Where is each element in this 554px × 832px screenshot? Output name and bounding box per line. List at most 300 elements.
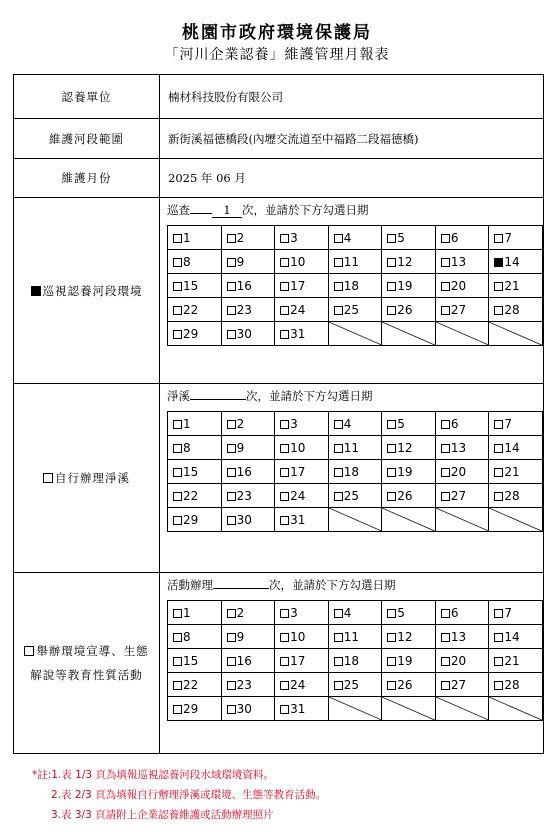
date-cell[interactable] bbox=[489, 274, 543, 298]
date-checkbox[interactable] bbox=[227, 330, 236, 339]
date-cell[interactable] bbox=[382, 484, 436, 508]
date-cell[interactable] bbox=[168, 649, 222, 673]
date-number: 2 bbox=[236, 605, 245, 620]
date-cell[interactable] bbox=[435, 625, 489, 649]
cleanup-section-body bbox=[160, 384, 544, 573]
date-cell[interactable] bbox=[221, 412, 275, 436]
date-cell[interactable] bbox=[435, 412, 489, 436]
date-checkbox[interactable] bbox=[494, 234, 503, 243]
date-checkbox[interactable] bbox=[387, 633, 396, 642]
date-cell[interactable] bbox=[382, 298, 436, 322]
date-checkbox[interactable] bbox=[227, 258, 236, 267]
date-checkbox[interactable] bbox=[441, 234, 450, 243]
date-grid bbox=[167, 411, 543, 532]
date-cell[interactable] bbox=[328, 460, 382, 484]
date-number: 31 bbox=[290, 512, 306, 527]
date-checkbox[interactable] bbox=[494, 468, 503, 477]
empty-date-cell bbox=[328, 697, 382, 721]
date-cell[interactable] bbox=[221, 322, 275, 346]
date-cell[interactable] bbox=[382, 226, 436, 250]
date-cell[interactable] bbox=[275, 322, 329, 346]
count-line bbox=[160, 198, 543, 222]
date-number: 4 bbox=[343, 605, 352, 620]
date-cell[interactable] bbox=[489, 625, 543, 649]
date-cell[interactable] bbox=[328, 226, 382, 250]
date-checkbox[interactable] bbox=[387, 609, 396, 618]
date-checkbox[interactable] bbox=[334, 282, 343, 291]
range-value: 新街溪福德橋段(內壢交流道至中福路二段福德橋) bbox=[160, 119, 544, 159]
date-checkbox[interactable] bbox=[334, 258, 343, 267]
date-checkbox[interactable] bbox=[494, 282, 503, 291]
date-number: 12 bbox=[397, 440, 413, 455]
range-label: 維護河段範圍 bbox=[14, 119, 160, 159]
date-checkbox[interactable] bbox=[280, 444, 289, 453]
date-checkbox[interactable] bbox=[173, 492, 182, 501]
category-checkbox[interactable] bbox=[24, 646, 34, 656]
date-number: 12 bbox=[397, 254, 413, 269]
date-cell[interactable] bbox=[221, 460, 275, 484]
date-cell[interactable] bbox=[489, 412, 543, 436]
date-cell[interactable] bbox=[435, 274, 489, 298]
date-cell[interactable] bbox=[328, 625, 382, 649]
date-cell[interactable] bbox=[435, 298, 489, 322]
date-number: 1 bbox=[183, 230, 191, 245]
date-grid bbox=[167, 225, 543, 346]
category-label: 巡視認養河段環境 bbox=[42, 283, 143, 298]
date-cell[interactable] bbox=[328, 673, 382, 697]
date-checkbox[interactable] bbox=[173, 258, 182, 267]
date-number: 15 bbox=[183, 653, 199, 668]
date-checkbox[interactable] bbox=[387, 258, 396, 267]
date-number: 9 bbox=[236, 254, 245, 269]
date-number: 12 bbox=[397, 629, 413, 644]
date-cell[interactable] bbox=[435, 601, 489, 625]
date-cell[interactable] bbox=[489, 250, 543, 274]
empty-date-cell bbox=[435, 697, 489, 721]
count-field[interactable]: 1 bbox=[212, 203, 242, 218]
date-checkbox[interactable] bbox=[227, 282, 236, 291]
date-checkbox[interactable] bbox=[387, 468, 396, 477]
date-number: 29 bbox=[183, 701, 199, 716]
date-cell[interactable] bbox=[168, 298, 222, 322]
count-field[interactable] bbox=[213, 574, 269, 589]
date-checkbox[interactable] bbox=[387, 234, 396, 243]
report-table bbox=[13, 74, 544, 754]
date-cell[interactable] bbox=[382, 673, 436, 697]
date-number: 25 bbox=[343, 488, 359, 503]
date-number: 26 bbox=[397, 302, 413, 317]
date-cell[interactable] bbox=[382, 460, 436, 484]
date-checkbox[interactable] bbox=[227, 705, 236, 714]
date-cell[interactable] bbox=[435, 484, 489, 508]
category-label: 解說等教育性質活動 bbox=[30, 668, 143, 682]
count-prefix: 淨溪 bbox=[167, 389, 190, 403]
date-number: 19 bbox=[397, 278, 413, 293]
date-checkbox[interactable] bbox=[441, 468, 450, 477]
date-cell[interactable] bbox=[382, 412, 436, 436]
date-cell[interactable] bbox=[489, 601, 543, 625]
date-checkbox[interactable] bbox=[387, 306, 396, 315]
date-number: 5 bbox=[397, 230, 405, 245]
empty-date-cell bbox=[489, 697, 543, 721]
date-number: 7 bbox=[504, 230, 513, 245]
date-cell[interactable] bbox=[221, 601, 275, 625]
section-row bbox=[14, 198, 544, 384]
date-cell[interactable] bbox=[328, 250, 382, 274]
count-prefix: 巡查 bbox=[167, 203, 190, 217]
date-cell[interactable] bbox=[275, 436, 329, 460]
unit-row bbox=[14, 75, 544, 119]
date-number: 20 bbox=[450, 278, 467, 293]
month-label: 維護月份 bbox=[14, 159, 160, 198]
date-checkbox[interactable] bbox=[227, 516, 236, 525]
date-number: 24 bbox=[290, 677, 306, 692]
date-number: 23 bbox=[236, 302, 252, 317]
category-checkbox[interactable] bbox=[43, 473, 53, 483]
date-cell[interactable] bbox=[168, 412, 222, 436]
note-2: 2.表 2/3 頁為填報自行辦理淨溪或環境、生態等教育活動。 bbox=[51, 789, 327, 801]
date-cell[interactable] bbox=[168, 673, 222, 697]
date-number: 14 bbox=[504, 629, 520, 644]
date-checkbox[interactable] bbox=[280, 516, 289, 525]
date-number: 27 bbox=[450, 677, 467, 692]
date-cell[interactable] bbox=[328, 412, 382, 436]
date-number: 16 bbox=[236, 653, 252, 668]
date-number: 6 bbox=[450, 230, 459, 245]
date-grid bbox=[167, 600, 543, 721]
date-checkbox[interactable] bbox=[334, 492, 343, 501]
date-checkbox[interactable] bbox=[441, 420, 450, 429]
date-cell[interactable] bbox=[221, 436, 275, 460]
date-cell[interactable] bbox=[382, 625, 436, 649]
section-row bbox=[14, 573, 544, 754]
date-checkbox[interactable] bbox=[173, 282, 182, 291]
date-checkbox[interactable] bbox=[441, 633, 450, 642]
date-cell[interactable] bbox=[489, 226, 543, 250]
date-number: 30 bbox=[236, 701, 252, 716]
date-checkbox[interactable] bbox=[441, 609, 450, 618]
date-checkbox[interactable] bbox=[494, 420, 503, 429]
date-cell[interactable] bbox=[382, 274, 436, 298]
date-checkbox[interactable] bbox=[227, 681, 236, 690]
date-checkbox[interactable] bbox=[387, 657, 396, 666]
date-cell[interactable] bbox=[382, 649, 436, 673]
date-cell[interactable] bbox=[275, 625, 329, 649]
section-row bbox=[14, 384, 544, 573]
date-checkbox[interactable] bbox=[280, 633, 289, 642]
date-checkbox[interactable] bbox=[173, 609, 182, 618]
date-checkbox[interactable] bbox=[280, 705, 289, 714]
date-cell[interactable] bbox=[275, 484, 329, 508]
empty-date-cell bbox=[382, 697, 436, 721]
date-checkbox[interactable] bbox=[441, 306, 450, 315]
date-checkbox[interactable] bbox=[387, 492, 396, 501]
empty-date-cell bbox=[328, 322, 382, 346]
date-cell[interactable] bbox=[328, 274, 382, 298]
month-value: 2025 年 06 月 bbox=[160, 159, 544, 198]
date-cell[interactable] bbox=[275, 649, 329, 673]
date-number: 7 bbox=[504, 416, 513, 431]
date-cell[interactable] bbox=[489, 649, 543, 673]
date-checkbox[interactable] bbox=[441, 258, 450, 267]
date-checkbox[interactable] bbox=[173, 516, 182, 525]
date-number: 21 bbox=[504, 278, 520, 293]
date-checkbox[interactable] bbox=[173, 681, 182, 690]
date-cell[interactable] bbox=[168, 697, 222, 721]
date-cell[interactable] bbox=[435, 436, 489, 460]
date-cell[interactable] bbox=[435, 226, 489, 250]
date-cell[interactable] bbox=[275, 250, 329, 274]
date-number: 1 bbox=[183, 416, 191, 431]
date-number: 3 bbox=[290, 416, 298, 431]
date-number: 5 bbox=[397, 416, 405, 431]
date-number: 13 bbox=[450, 254, 467, 269]
date-checkbox[interactable] bbox=[227, 420, 236, 429]
date-number: 28 bbox=[504, 488, 520, 503]
empty-date-cell bbox=[435, 508, 489, 532]
date-number: 9 bbox=[236, 440, 245, 455]
date-checkbox[interactable] bbox=[334, 420, 343, 429]
activity-section-body bbox=[160, 573, 544, 754]
date-checkbox[interactable] bbox=[494, 444, 503, 453]
date-cell[interactable] bbox=[168, 226, 222, 250]
date-number: 26 bbox=[397, 488, 413, 503]
date-number: 3 bbox=[290, 605, 298, 620]
date-checkbox[interactable] bbox=[173, 705, 182, 714]
date-cell[interactable] bbox=[168, 508, 222, 532]
date-cell[interactable] bbox=[275, 673, 329, 697]
date-checkbox[interactable] bbox=[334, 306, 343, 315]
date-checkbox[interactable] bbox=[280, 258, 289, 267]
page-title: 桃園市政府環境保護局 bbox=[182, 23, 372, 43]
date-checkbox[interactable] bbox=[173, 234, 182, 243]
date-checkbox[interactable] bbox=[334, 681, 343, 690]
date-cell[interactable] bbox=[435, 460, 489, 484]
date-number: 26 bbox=[397, 677, 413, 692]
date-number: 24 bbox=[290, 488, 306, 503]
date-checkbox[interactable] bbox=[334, 609, 343, 618]
date-checkbox[interactable] bbox=[173, 657, 182, 666]
date-cell[interactable] bbox=[328, 436, 382, 460]
patrol-section-body bbox=[160, 198, 544, 384]
empty-date-cell bbox=[489, 508, 543, 532]
date-checkbox[interactable] bbox=[280, 282, 289, 291]
date-cell[interactable] bbox=[275, 460, 329, 484]
date-number: 25 bbox=[343, 677, 359, 692]
date-checkbox[interactable] bbox=[387, 282, 396, 291]
date-number: 19 bbox=[397, 464, 413, 479]
date-cell[interactable] bbox=[221, 298, 275, 322]
date-number: 11 bbox=[343, 440, 359, 455]
date-cell[interactable] bbox=[221, 274, 275, 298]
date-cell[interactable] bbox=[275, 274, 329, 298]
date-checkbox[interactable] bbox=[280, 330, 289, 339]
count-prefix: 活動辦理 bbox=[167, 578, 213, 592]
date-cell[interactable] bbox=[221, 226, 275, 250]
date-number: 15 bbox=[183, 464, 199, 479]
date-cell[interactable] bbox=[275, 298, 329, 322]
date-cell[interactable] bbox=[328, 601, 382, 625]
date-cell[interactable] bbox=[221, 250, 275, 274]
date-cell[interactable] bbox=[275, 697, 329, 721]
date-number: 17 bbox=[290, 464, 306, 479]
date-checkbox[interactable] bbox=[387, 444, 396, 453]
date-cell[interactable] bbox=[275, 226, 329, 250]
note-1: *註:1.表 1/3 頁為填報巡視認養河段水域環境資料。 bbox=[32, 769, 274, 781]
date-checkbox[interactable] bbox=[494, 681, 503, 690]
date-checkbox[interactable] bbox=[334, 468, 343, 477]
date-cell[interactable] bbox=[489, 673, 543, 697]
date-cell[interactable] bbox=[275, 412, 329, 436]
date-checkbox[interactable] bbox=[494, 609, 503, 618]
date-checkbox[interactable] bbox=[280, 681, 289, 690]
date-number: 30 bbox=[236, 512, 252, 527]
date-checkbox[interactable] bbox=[494, 657, 503, 666]
date-number: 1 bbox=[183, 605, 191, 620]
date-cell[interactable] bbox=[435, 250, 489, 274]
date-cell[interactable] bbox=[221, 508, 275, 532]
date-checkbox[interactable] bbox=[441, 681, 450, 690]
date-cell[interactable] bbox=[168, 250, 222, 274]
date-checkbox[interactable] bbox=[441, 444, 450, 453]
date-number: 17 bbox=[290, 278, 306, 293]
count-suffix: 次，並請於下方勾選日期 bbox=[242, 203, 369, 217]
date-number: 18 bbox=[343, 464, 359, 479]
date-checkbox[interactable] bbox=[280, 492, 289, 501]
date-cell[interactable] bbox=[328, 484, 382, 508]
date-cell[interactable] bbox=[489, 484, 543, 508]
date-checkbox[interactable] bbox=[227, 609, 236, 618]
date-number: 22 bbox=[183, 677, 199, 692]
date-checkbox[interactable] bbox=[227, 492, 236, 501]
date-cell[interactable] bbox=[435, 673, 489, 697]
date-number: 14 bbox=[504, 440, 520, 455]
date-cell[interactable] bbox=[382, 436, 436, 460]
date-cell[interactable] bbox=[382, 601, 436, 625]
date-number: 31 bbox=[290, 326, 306, 341]
date-checkbox[interactable] bbox=[441, 282, 450, 291]
date-cell[interactable] bbox=[382, 250, 436, 274]
category-checkbox[interactable] bbox=[31, 286, 41, 296]
date-number: 13 bbox=[450, 440, 467, 455]
date-checkbox[interactable] bbox=[494, 258, 503, 267]
date-checkbox[interactable] bbox=[280, 306, 289, 315]
date-cell[interactable] bbox=[168, 601, 222, 625]
date-number: 29 bbox=[183, 512, 199, 527]
count-field-lead bbox=[190, 199, 212, 214]
date-cell[interactable] bbox=[221, 484, 275, 508]
date-number: 8 bbox=[183, 440, 191, 455]
date-checkbox[interactable] bbox=[227, 306, 236, 315]
date-cell[interactable] bbox=[168, 436, 222, 460]
date-cell[interactable] bbox=[168, 484, 222, 508]
empty-date-cell bbox=[435, 322, 489, 346]
date-checkbox[interactable] bbox=[387, 681, 396, 690]
date-number: 2 bbox=[236, 416, 245, 431]
date-number: 7 bbox=[504, 605, 513, 620]
date-number: 28 bbox=[504, 302, 520, 317]
date-cell[interactable] bbox=[221, 697, 275, 721]
date-checkbox[interactable] bbox=[280, 234, 289, 243]
date-number: 25 bbox=[343, 302, 359, 317]
date-checkbox[interactable] bbox=[334, 444, 343, 453]
date-checkbox[interactable] bbox=[173, 468, 182, 477]
date-checkbox[interactable] bbox=[334, 657, 343, 666]
date-cell[interactable] bbox=[489, 298, 543, 322]
date-checkbox[interactable] bbox=[334, 633, 343, 642]
date-cell[interactable] bbox=[168, 460, 222, 484]
date-cell[interactable] bbox=[168, 625, 222, 649]
count-suffix: 次，並請於下方勾選日期 bbox=[269, 578, 396, 592]
date-number: 21 bbox=[504, 653, 520, 668]
date-checkbox[interactable] bbox=[494, 492, 503, 501]
date-number: 31 bbox=[290, 701, 306, 716]
date-checkbox[interactable] bbox=[227, 657, 236, 666]
date-number: 10 bbox=[290, 254, 306, 269]
date-number: 21 bbox=[504, 464, 520, 479]
date-cell[interactable] bbox=[435, 649, 489, 673]
date-cell[interactable] bbox=[275, 601, 329, 625]
date-checkbox[interactable] bbox=[494, 633, 503, 642]
date-checkbox[interactable] bbox=[280, 468, 289, 477]
count-suffix: 次，並請於下方勾選日期 bbox=[246, 389, 373, 403]
date-cell[interactable] bbox=[328, 649, 382, 673]
date-number: 10 bbox=[290, 440, 306, 455]
date-checkbox[interactable] bbox=[227, 234, 236, 243]
date-number: 16 bbox=[236, 464, 252, 479]
date-checkbox[interactable] bbox=[227, 468, 236, 477]
date-number: 23 bbox=[236, 677, 252, 692]
date-cell[interactable] bbox=[489, 436, 543, 460]
date-number: 20 bbox=[450, 653, 467, 668]
date-cell[interactable] bbox=[168, 274, 222, 298]
date-checkbox[interactable] bbox=[441, 492, 450, 501]
date-checkbox[interactable] bbox=[173, 306, 182, 315]
date-checkbox[interactable] bbox=[227, 444, 236, 453]
count-line bbox=[160, 573, 543, 597]
date-cell[interactable] bbox=[221, 649, 275, 673]
date-checkbox[interactable] bbox=[280, 657, 289, 666]
date-number: 8 bbox=[183, 254, 191, 269]
date-checkbox[interactable] bbox=[173, 633, 182, 642]
date-cell[interactable] bbox=[328, 298, 382, 322]
date-checkbox[interactable] bbox=[173, 420, 182, 429]
date-checkbox[interactable] bbox=[387, 420, 396, 429]
date-cell[interactable] bbox=[489, 460, 543, 484]
date-cell[interactable] bbox=[221, 625, 275, 649]
date-number: 27 bbox=[450, 302, 467, 317]
date-number: 16 bbox=[236, 278, 252, 293]
date-checkbox[interactable] bbox=[280, 609, 289, 618]
count-line bbox=[160, 384, 543, 408]
cleanup-section-label bbox=[14, 384, 160, 573]
date-checkbox[interactable] bbox=[494, 306, 503, 315]
date-cell[interactable] bbox=[221, 673, 275, 697]
empty-date-cell bbox=[328, 508, 382, 532]
date-number: 8 bbox=[183, 629, 191, 644]
date-checkbox[interactable] bbox=[334, 234, 343, 243]
date-cell[interactable] bbox=[275, 508, 329, 532]
date-checkbox[interactable] bbox=[280, 420, 289, 429]
date-checkbox[interactable] bbox=[173, 444, 182, 453]
count-field[interactable] bbox=[190, 385, 246, 400]
date-checkbox[interactable] bbox=[441, 657, 450, 666]
date-number: 20 bbox=[450, 464, 467, 479]
date-checkbox[interactable] bbox=[227, 633, 236, 642]
date-checkbox[interactable] bbox=[173, 330, 182, 339]
date-number: 4 bbox=[343, 230, 352, 245]
date-cell[interactable] bbox=[168, 322, 222, 346]
